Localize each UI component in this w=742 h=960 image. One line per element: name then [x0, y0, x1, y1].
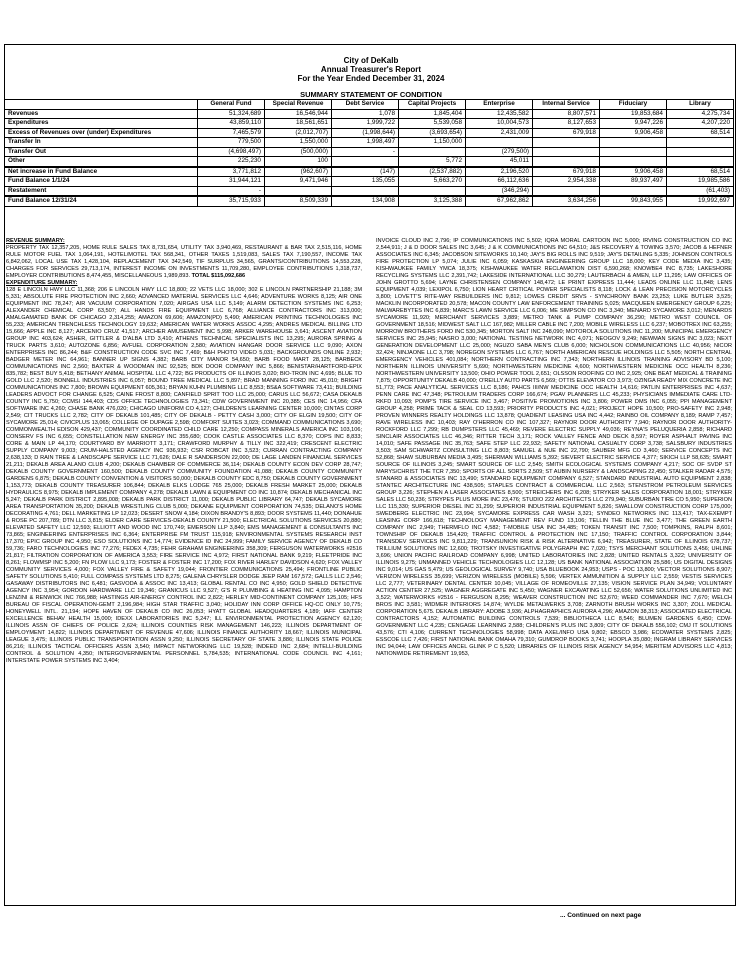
row-value [600, 186, 667, 196]
row-value: (962,607) [265, 167, 332, 177]
row-value: 19,992,697 [667, 196, 734, 206]
column-header: General Fund [198, 100, 265, 110]
row-label: Expenditures [5, 119, 198, 129]
row-value: 2,196,520 [466, 167, 533, 177]
row-value [332, 186, 399, 196]
row-value: 679,918 [533, 128, 600, 138]
row-value: 7,465,579 [198, 128, 265, 138]
row-value: 135,055 [332, 177, 399, 187]
row-value: 8,807,571 [533, 109, 600, 119]
row-value [600, 138, 667, 148]
expenditure-summary-continued: INVOICE CLOUD INC 2,796; IP COMMUNICATIONS INC 5,502; IQRA MORAL CARTOON INC 5,000; IRVING CONSTRUCTION CO INC 2,544,911; J & D DOOR SALES INC 3,645; J & K COMMUNICATIONS INC 64,510; J&S RECOVERY & TOWING 3,570; JACOB & HEFNER ASSOCIATES INC 6,345; JACOBSON SITEWORKS 10,140; JAY'S BIG ROLLS INC 9,519; JAY'S DETAILING 5,335; JOHNSON CONTROLS FIRE PROTECTION LP 5,074; JULIE INC 6,059; KASKASKIA ENGINEERING GROUP LLC 18,000; KEY CODE MEDIA INC 3,435; KISHWAUKEE FAMILY YMCA 18,375; KISHWAUKEE WATER RECLAMATION DIST 6,590,268; KNOWBE4 INC 8,735; LAKESHORE RECYCLING SYSTEMS LLC 2,391,742; LAKESIDE INTERNATIONAL LLC 30,279; LAUTERBACH & AMEN, LLP 11,295; LAW OFFICES OF JOHN GROTTO 5,694; LAYNE CHRISTENSEN COMPANY 148,472; LE PRINT EXPRESS 11,444; LEADS ONLINE LLC 11,848; LENS EQUIPMENT 4,039; LEXIPOL 6,750; LION HEART CRITICAL POWER SPECIALISTS 8,118; LOCK & LEAN PRECISION MOTORCYCLES 3,800; LOVETT'S RITE-WAY REBUILDERS INC 9,812; LOWES CREDIT SRVS - SYNCHRONY BANK 23,253; LUKE BUTLER 3,525; MACKLIN INCORPORATED 20,578; MACON COUNTY LAW ENFORCEMENT TRAINING 5,025; MACQUEEN EMERGENCY GROUP 6,225; MALWAREBYTES INC 6,839; MARC'S LAWN SERVICE LLC 6,006; ME SIMPSON CO INC 3,340; MENARD SYCAMORE 3,012; MENARDS SYCAMORE 11,920; MERCHANT SERVICES 3,889; METRO TANK & PUMP COMPANY 36,290; METRO WEST COUNCIL OF GOVERNMENT 18,516; MIDWEST SALT LLC 167,982; MILLER CABLE INC 7,200; MOBILE WIRELESS LLC 6,237; MOBOTREX INC 63,255; MORROW BROTHERS FORD INC 530,345; MORTON SALT INC 248,090; MOTOROLA SOLUTIONS INC 11,200; MUNICIPAL EMERGENCY SERVICES INC 25,945; NASRO 3,000; NATIONAL TESTING NETWORK INC 4,071; NEOGOV 9,249; NEWMAN SIGNS INC 3,023; NEXT GENERATION DEVELOPMENT LLC 25,000; NGUZO SABA MEN'S CLUB 6,000; NICHOLSON COMMUNICATIONS LLC 40,956; NICOR 32,424; NINJAONE LLC 3,798; NOREGON SYSTEMS LLC 6,767; NORTH AMERICAN RESCUE HOLDINGS LLC 5,505; NORTH CENTRAL EMERGENCY VEHICLES 401,084; NORTHERN CONTRACTING INC 7,343; NORTHERN ILLINOIS TRAINING ADVISORY BD 5,100; NORTHERN ILLINOIS UNIVERSITY 5,690; NORTHWESTERN MEDICINE 4,600; NORTHWESTERN MEDICINE OCC HEALTH 8,236; NORTHWESTERN UNIVERSITY 13,500; OHIO POWER TOOL 2,651; OLSSON ROOFING CO INC 2,925; ONE BEAT MEDICAL & TRAINING 7,875; OPPORTUNITY DEKALB 40,000; O'REILLY AUTO PARTS 6,569; OTTIS ELEVATOR CO 3,973; OZINGA READY MIX CONCRETE INC 51,773; PACE ANALYTICAL SERVICES LLC 8,186; PAHCS III/NW MEDICINE OCC HEALTH 14,616; PATLIN ENTERPRISES INC 4,637; PENN CARE INC 47,348; PETROLIUM TRADERS CORP 166,674; PGAV PLANNERS LLC 45,233; PHYSICIANS IMMEDIATE CARE LTD-RKFD 10,093; POMP'S TIRE SERVICE INC 3,467; POSITIVE PROMOTIONS INC 3,806; POWER DMS INC 6,055; PPI MANAGEMENT GROUP 4,258; PRIME TACK & SEAL CO 13,593; PRIORITY PRODUCTS INC 4,021; PROJECT HOPE 10,500; PRO-SAFETY INC 2,948; PROVEN WINNERS REALTY HOLDINGS LLC 13,878; QUADIENT LEASING USA INC 4,442; RAINBO OIL COMPANY 8,189; RAMP 7,457; RAVE WIRELESS INC 10,403; RAY O'HERRON CO INC 107,327; RAYNOR DOOR AUTHORITY 7,940; RAYNOR DOOR AUTHORITY-ROCKFORD LLC 7,299; RB DUMPSTERS LLC 45,469; REVERE ELECTRIC SUPPLY 49,036; REYNA'S PELUQUERIA 2,858; RICHARD SINCLAIR ASSOCIATES LLC 46,346; RITTER TECH 3,171; ROCK VALLEY FENCE AND DECK 8,597; ROYER ASPHALT PAVING INC 14,010; SAFE PASSAGE INC 35,763; SAFE STEP LLC 22,932; SAFETY NATIONAL CASUALTY CORP 3,738; SALSBURY INDUSTRIES 3,503; SAM SCHWARTZ CONSULTING LLC 8,803; SAMUEL & NUE INC 22,790; SAUBER MFG CO 3,460; SERVICE CONCEPTS INC 52,868; SHAW SUBURBAN MEDIA 3,495; SHERMAN WILLIAMS 5,392; SIEVERT ELECTRIC SERVICE 4,377; SIKICH LLP 58,635; SMART SOURCE OF ILLINOIS 3,245; SMART SOURCE OF LLC 2,545; SMITH ECOLOGICAL SYSTEMS COMPANY 4,217; SOC OF SVDP ST MARYS/CHRIST THE TCR 7,350; SPORTS OF ALL SORTS 2,509; ST AUBIN NURSERY & LANDSCAPING 22,450; STALKER RADAR 4,575; STANARD & ASSOCIATES INC 13,490; STANDARD EQUIPMENT COMPANY 6,527; STANDARD INDUSTRIAL AUTO EQUIPMENT 2,838; STANTEC ARCHITECTURE INC 438,505; STAPLES CONTRACT & COMMERCIAL LLC 2,563; STENSTROM PETROLEUM SERVICES GROUP 3,226; STEPHEN A LASER ASSOCIATES 8,500; STREICHERS INC 6,208; STRYKER SALES CORPORATION 18,001; STRYKER SALES LLC 50,236; STRYPES PLUS MORE INC 23,476; STUDIO 222 ARCHITECTS LLC 279,940; SUBURBAN TIRE CO 5,950; SUPERION LLC 115,330; SUPERIOR DIESEL INC 31,299; SUPERIOR INDUSTRIAL EQUIPMENT 5,826; SWALLOW CONSTRUCTION CORP 175,000; SWEDBERG ELECTRIC INC 23,994; SYCAMORE EXPRESS CAR WASH 3,321; SYNDEO NETWORKS INC 113,417; TAX-EXEMPT LEASING CORP 166,618; TECHNOLOGY MANAGEMENT REV FUND 13,106; TELLIN THE BLUE INC 3,477; THE GREEN EARTH COMPANY INC 2,949; THERMFLO INC 4,582; T-MOBILE USA INC 34,485; TOKEN TRANSIT INC 7,500; TOMPKINS, RALPH 8,601; TOWNSHIP OF DEKALB 154,420; TRAFFIC CONTROL & PROTECTION INC 17,150; TRAFFIC CONTROL CORPORATION 3,844; TRANSDEV SERVICES INC 9,811,229; TRANSUNION RISK & RISK ALTERNATIVE 6,942; TREASURER, STATE OF ILLINOIS 678,737; TRILLIUM SOLUTIONS INC 12,600; TROTSKY INVESTIGATIVE POLYGRAPH INC 7,020; TSYS MERCHANT SOLUTIONS 3,456; UHLINE 3,696; UNION PACIFIC RAILROAD COMPANY 6,998; UNITED LABORATORIES INC 2,828; UNITED RENTALS 3,322; UNIVERSITY OF ILLINOIS 9,275; UNMANNED VEHICLE TECHNOLOGIES LLC 12,128; US BANK NATIONAL ASSOCIATION 25,586; US DIGITAL DESIGNS INC 9,014; US GAS 5,479; US GEOLOGICAL SURVEY 9,740; USA BLUEBOOK 24,953; USPS - POC 13,800; VECTOR SOLUTIONS 8,907; VERIZON WIRELESS 35,699; VERIZON WIRELESS (MOBILE) 5,596; VERTEX AMMUNITION & SUPPLY LLC 2,559; VESTIS SERVICES LLC 2,777; VETERINARY DENTAL CENTER 10,045; VILLAGE OF ROMEOVILLE 27,135; VISION SERVICE PLAN 34,949; VOLUNTARY ACTION CENTER 27,525; WAGNER AGGREGATE INC 5,450; WAGNER EXCAVATING LLC 52,656; WATER SOLUTIONS UNLIMITED INC 3,522; WATERWORKS #2516 - FERGUSON 8,295; WEAVER CONSTRUCTION INC 52,670; WEED COMMANDER INC 7,670; WELCH BROS INC 3,581; WIDMER INTERIORS 14,874; WYLDE METALWERKS 3,708; ZARNOTH BRUSH WORKS INC 3,307; ZOLL MEDICAL CORPORATION 5,675. DEKALB LIBRARY: ADOBE 3,936; ALPHAGRAPHICS AURORA 4,296; AMAZON 38,313; ASSOCIATED ELECTRICAL CONTRACTORS 4,152; AUTOMATIC BUILDING CONTROLS 7,539; BIBLIOTHECA LLC 8,546; BLUMEN GARDENS 6,450; CDW-GOVERNMENT LLC 4,235; CENGAGE LEARNING 2,588; CHILDREN'S PLUS INC 3,809; CITY OF DEKALB 556,102; CMJ IT SOLUTIONS 43,576; CTI 4,106; CURRENT TECHNOLOGIES 58,998; DATA AXEL/INFO USA 9,802; EBSCO 3,986; ECOWATER SYSTEMS 2,825; ESSCOE LLC 7,426; FIRST NATIONAL BANK OMAHA 79,310; GUMDROP BOOKS 3,741; HOOPLA 35,080; INGRAM LIBRARY SERVICES INC 94,044; LAW OFFICES ANCEL GLINK P C 5,520; LIBRARIES OF ILLINOIS RISK AGENCY 54,954; MERITEM ADVISORS LLC 4,813; NATIONWIDE RETIREMENT 19,953, [376, 238, 732, 657]
revenue-summary-heading: REVENUE SUMMARY: [6, 238, 65, 244]
row-value [265, 186, 332, 196]
row-value: 134,908 [332, 196, 399, 206]
row-value [667, 138, 734, 148]
row-value: 19,985,586 [667, 177, 734, 187]
summary-row [5, 196, 734, 206]
report-title: Annual Treasurer's Report [320, 65, 422, 74]
row-value: 16,546,944 [265, 109, 332, 119]
row-value: 1,845,404 [399, 109, 466, 119]
row-value: 779,500 [198, 138, 265, 148]
summary-table [4, 99, 734, 207]
row-value [600, 157, 667, 167]
row-value: - [332, 147, 399, 157]
row-value: 9,947,226 [600, 119, 667, 129]
row-value: 9,906,458 [600, 128, 667, 138]
column-header: Fiduciary [600, 100, 667, 110]
summary-row [5, 147, 734, 157]
column-header: Capital Projects [399, 100, 466, 110]
row-value: 1,150,000 [399, 138, 466, 148]
row-value: 8,127,653 [533, 119, 600, 129]
row-value: 68,514 [667, 167, 734, 177]
column-header [5, 100, 198, 110]
row-value: 1,998,497 [332, 138, 399, 148]
revenue-total: TOTAL $115,092,686 [191, 273, 246, 279]
row-value: 5,772 [399, 157, 466, 167]
row-value: 1,550,000 [265, 138, 332, 148]
row-value: 51,324,689 [198, 109, 265, 119]
row-value: 68,514 [667, 128, 734, 138]
row-value: 3,125,388 [399, 196, 466, 206]
column-header: Enterprise [466, 100, 533, 110]
row-value: 12,435,582 [466, 109, 533, 119]
row-value: 2,954,338 [533, 177, 600, 187]
row-value: 99,843,955 [600, 196, 667, 206]
row-value: (2,537,882) [399, 167, 466, 177]
row-value: 66,112,636 [466, 177, 533, 187]
row-value: 67,962,862 [466, 196, 533, 206]
continued-note: ... Continued on next page [560, 912, 642, 919]
row-value: 679,918 [533, 167, 600, 177]
row-value: (346,294) [466, 186, 533, 196]
row-value: 1,999,722 [332, 119, 399, 129]
row-label: Fund Balance 1/1/24 [5, 177, 198, 187]
report-period: For the Year Ended December 31, 2024 [297, 74, 445, 83]
row-value: 2,431,009 [466, 128, 533, 138]
left-column [6, 238, 362, 665]
row-value: (1,998,644) [332, 128, 399, 138]
row-value: 89,937,497 [600, 177, 667, 187]
row-value: (147) [332, 167, 399, 177]
summary-row [5, 167, 734, 177]
row-value: 3,771,812 [198, 167, 265, 177]
row-value: 8,509,339 [265, 196, 332, 206]
row-value: (4,698,497) [198, 147, 265, 157]
top-blank-area [0, 0, 742, 44]
row-value: 19,853,684 [600, 109, 667, 119]
row-label: Transfer Out [5, 147, 198, 157]
row-value: (2,012,707) [265, 128, 332, 138]
row-value [533, 138, 600, 148]
row-label: Transfer In [5, 138, 198, 148]
row-label: Excess of Revenues over (under) Expenditures [5, 128, 198, 138]
row-value: 10,004,573 [466, 119, 533, 129]
row-value: (500,000) [265, 147, 332, 157]
column-header: Debt Service [332, 100, 399, 110]
row-value: 3,634,256 [533, 196, 600, 206]
row-value [667, 157, 734, 167]
summary-row [5, 119, 734, 129]
row-value [600, 147, 667, 157]
row-label: Other [5, 157, 198, 167]
row-value: 1,078 [332, 109, 399, 119]
expenditure-summary-text: 128 E LINCOLN HWY LLC 11,368; 206 E LINCOLN HWY LLC 18,800; 22 VETS LLC 18,000; 302 E LINCOLN PARTNERSHIP 21,188; 3M 5,331; ABSOLUTE FIRE PROTECTION INC 2,660; ADVANCED MATERIAL SERVICES LLC 4,646; ADVENTURE WORKS 8,125; AIR ONE EQUIPMENT INC 78,247; AIR VACUUM CORPORATION 7,020; AIRGAS USA LLC 5,149; ALARM DETECTION SYSTEMS INC 6,253; ALEXANDER CHEMICAL CORP 63,507; ALL HANDS FIRE EQUIPMENT LLC 6,768; ALLIANCE CONTRACTORS INC 313,000; AMALGAMATED BANK OF CHICAGO 2,314,255; AMAZON 69,606; AMAZON(PD) 5,490; AMERICAN PRINTING TECHNOLOGIES INC 55,233; AMERICAN TRENCHLESS TECHNOLOGY 19,632; AMERICAN WATER WORKS ASSOC 4,295; ANDRES MEDICAL BILLING LTD 15,666; APPLE INC 8,127; ARCENIO CRUZ 41,517; ARCHER AMUSEMENT INC 5,998; ARKER WAREHOUSE 3,641; ASCENT AVIATION GROUP INC 403,624; ASHER, GITTLER & D'ALBA LTD 3,410; ATHENS TECHNICAL SPECIALISTS INC 13,295; AURORA SPRING & TRUCK PARTS 3,610; AUTOZONE 6,856; AVFUEL CORPORATION 2,580; AVIATION HANGAR DOOR SERVICE LLC 9,090; AXON ENTERPRISES INC 86,244; B&F CONSTRUCTION CODE SVC INC 7,469; B&H PHOTO VIDEO 5,031; BACKGROUNDS ONLINE 2,932; BADGER METER INC 64,961; BANNER UP SIGNS 4,382; BARB CITY MANOR 54,650; BARB FOOD MART 28,125; BARBECK COMMUNICATIONS INC 2,560; BAXTER & WOODMAN INC 92,525; BDK DOOR COMPANY INC 5,866; BENISTAR/HARTFORD-EPIX 835,782; BEST BUY 5,418; BETHANY ANIMAL HOSPITAL LLC 4,722; BG PRODUCTS OF ILLINOIS 3,020; BIO-TRON INC 4,695; BLUE TO GOLD LLC 2,520; BONNELL INDUSTRIES INC 6,057; BOUND TREE MEDICAL LLC 5,897; BRAD MANNING FORD INC 45,010; BRIGHT COMMUNICATIONS INC 7,800; BROWN EQUIPMENT 605,361; BRYAN KUHN PLUMBING LLC 8,553; BS&A SOFTWARE 73,411; BUILDING LEADERS ADVOCT FOR CHANGE 6,525; CAINE FROST 8,800; CANFIELD SPRIT TOO LLC 25,000; CARUS LLC 56,672; CASA DEKALB COUNTY INC 5,750; CCMSI 144,403; CDS OFFICE TECHNOLOGIES 73,341; CDW GOVERNMENT INC 20,385; CES INC 14,956; CFA SOFTWARE INC 4,260; CHASE BANK 476,020; CHICAGO UNIFORM CO 4,127; CHILDREN'S LEARNING CENTER 10,000; CINTAS CORP 2,549; CIT TRUCKS LLC 2,782; CITY OF DEKALB 101,485; CITY OF DEKALB - PETTY CASH 3,000; CITY OF ELGIN 19,500; CITY OF SYCAMORE 25,014; CIVICPLUS 13,065; COLLEGE OF DUPAGE 2,598; COMFORT SUITES 3,023; COMMAND COMMUNICATIONS 3,690; COMMONWEALTH EDISON 429,437; COMMUNITY COORDINATED CHILD CARE 12,250; COMPASS MINERALS AMERICA INC 103,106; CONSERV FS INC 6,655; CONSTELLATION NEW ENERGY INC 355,680; COOK CASTLE ASSOCIATES LLC 8,370; COPS INC 8,833; CORE & MAIN LP 44,170; COURTYARD BY MARRIOTT 3,171; CRAWFORD MURPHY & TILLY INC 322,419; CRESCENT ELECTRIC SUPPLY COMPANY 9,003; CRUM-HALSTED AGENCY INC 936,932; CSR ROBCAT INC 3,523; CURRAN CONTRACTING COMPANY 2,638,133; D RAIN TREE & LANDSCAPE SERVICE LLC 71,626; DALE R SANDERSON 22,000; DE LAGE LANDEN FINANCIAL SERVICES 21,211; DEKALB AREA ALANO CLUB 4,200; DEKALB CHAMBER OF COMMERCE 36,114; DEKALB COUNTY ECON DEV CORP 28,747; DEKALB COUNTY GOVERNMENT 160,500; DEKALB COUNTY COMMUNITY FOUNDATION 41,088; DEKALB COUNTY COMMUNITY GARDENS 6,875; DEKALB COUNTY CONVENTION & VISITORS 50,000; DEKALB COUNTY EDC 8,750; DEKALB COUNTY GOVERNMENT 1,153,773; DEKALB COUNTY TREASURER 106,844; DEKALB ELKS LODGE 765 25,000; DEKALB FRESH MARKET 25,000; DEKALB HYDRAULICS 8,975; DEKALB IMPLEMENT COMPANY 4,278; DEKALB LAWN & EQUIPMENT CO INC 10,874; DEKALB MECHANICAL INC 5,247; DEKALB PARK DISTRICT 2,895,008; DEKALB PARK DISTRICT 11,000; DEKALB PUBLIC LIBRARY 64,747; DEKALB SYCAMORE AREA TRANSPORTATION 35,200; DEKALB WRESTLING CLUB 5,000; DEKANE EQUIPMENT CORPORATION 74,535; DELANO'S HOME DECORATING 4,761; DELL MARKETING LP 12,023; DESERT SNOW 4,184; DIXON BRANDY'S 8,893; DOOR SYSTEMS 11,440; DONAHUE & ROSE PC 207,789; DTN LLC 3,815; ELDER CARE SERVICES-DEKALB COUNTY 21,500; ELECTRICAL SOLUTIONS SERVICES 20,880; ELEVATED SAFETY LLC 12,593; ELLIOTT AND WOOD INC 170,749; EMERSON LLP 3,840; EMS MANAGEMENT & CONSULTANTS INC 73,865; ENGINEERING ENTERPRISES INC 6,364; ENTERPRISE FM TRUST 115,918; ENVIRONMENTAL SYSTEMS RESEARCH INST 17,370; EPIC GROUP INC 4,950; ESO SOLUTIONS INC 14,774; EVIDENCE ID INC 24,999; FAMILY SERVICE AGENCY OF DEKALB CO 59,736; FARO TECHNOLOGIES INC 77,276; FEDEX 4,735; FEHR GRAHAM ENGINEERING 358,309; FERGUSON WATERWORKS #2516 21,817; FILTRATION CORPORATION OF AMERICA 3,553; FIRE SERVICE INC 4,972; FIRST NATIONAL BANK 9,219; FLEETPRIDE INC 8,261; FLOWMSP INC 5,200; FN PLOW LLC 9,173; FOSTER & FOSTER INC 17,200; FOX RIVER HARLEY DAVIDSON 4,620; FOX VALLEY COMMUNITY SERVICES 4,000; FOX VALLEY FIRE & SAFETY 19,044; FRONTIER COMMUNICATIONS 25,494; FRONTLINE PUBLIC SAFETY SOLUTIONS 5,410; FULL COMPASS SYSTEMS LTD 8,275; GALENA CHRYSLER DODGE JEEP RAM 167,572; GALLS LLC 2,546; GASAWAY DISTRIBUTORS INC 6,481; GASVODA & ASSOC INC 13,413; GLOBAL RENTAL CO INC 4,950; GOLD SHIELD DETECTIVE AGENCY INC 3,954; GORDON HARDWARE LLC 19,346; GRANICUS LLC 9,527; G'S R PLUMBING & HEATING INC 4,095; HAMPTON LENZINI & RENWICK INC 766,988; HASTINGS AIR-ENERGY CONTROL INC 2,822; HERLEY MID-CONTINENT COMPANY 125,105; HFS BUREAU OF FISCAL OPERATION-GEMT 2,196,984; HIGH STAR TRAFFIC 3,040; HOLIDAY INN CORP OFFICE HQ-CC ONLY 10,775; HONEYWELL INTL. 21,194; HOPE HAVEN OF DEKALB CO INC 26,053; HYATT GLOBAL HEADQUARTERS 4,189; IAFF CENTER EXCELLENCE BEHAV HEALTH 15,000; IDEXX LABORATORIES INC 5,247; ILL ENVIRONMENTAL PROTECTION AGENCY 62,120; ILLINOIS ASSN OF CHIEFS OF POLICE 2,624; ILLINOIS COUNTIES RISK MANAGEMENT 146,223; ILLINOIS DEPARTMENT OF EMPLOYMENT 14,822; ILLINOIS DEPARTMENT OF REVENUE 47,606; ILLINOIS FINANCE AUTHORITY 18,667; ILLINOIS MUNICIPAL LEAGUE 3,475; ILLINOIS PUBLIC TRANSPORTATION ASSN 9,250; ILLINOIS SECRETARY OF STATE 3,886; ILLINOIS STATE POLICE 86,216; ILLINOIS TACTICAL OFFICERS ASSN 3,540; IMPACT NETWORKING LLC 19,528; INDEED INC 2,684; INTELLI-BUILDING CONTROL & SOLUTION 4,350; INTERGOVERNMENTAL PERSONNEL 5,784,535; INTERNATIONAL CODE COUNCIL INC 4,161; INTERSTATE POWER SYSTEMS INC 3,404; [6, 287, 362, 664]
row-value [533, 186, 600, 196]
row-value: 9,471,946 [265, 177, 332, 187]
row-value [667, 147, 734, 157]
row-value: 9,906,458 [600, 167, 667, 177]
summary-header-row [5, 100, 734, 110]
row-value: 43,859,110 [198, 119, 265, 129]
revenue-summary-text: PROPERTY TAX 12,357,205, HOME RULE SALES TAX 8,731,654, UTILITY TAX 3,940,469, RESTAURANT & BAR TAX 2,515,116, HOME RULE MOTOR FUEL TAX 1,064,191, HOTEL/MOTEL TAX 568,341, OTHER TAXES 1,519,083, SALES TAX 7,190,557, INCOME TAX 6,842,062, LOCAL USE TAX 1,428,104, REPLACEMENT TAX 342,549, TIF SURPLUS 34,565, GRANTS/CONTRIBUTIONS 14,553,228, CHARGES FOR SERVICES 29,713,174, INTEREST INCOME ON INVESTMENTS 11,709,280, EMPLOYEE CONTRIBUTIONS 1,318,737, EMPLOYER CONTRIBUTIONS 8,474,455, MISCELLANEOUS 1,989,893. [6, 245, 362, 279]
row-value: - [198, 186, 265, 196]
row-value: 225,230 [198, 157, 265, 167]
row-value: 5,539,058 [399, 119, 466, 129]
summary-row [5, 128, 734, 138]
row-label: Restatement [5, 186, 198, 196]
summary-row [5, 177, 734, 187]
row-value [399, 186, 466, 196]
right-column [376, 238, 732, 658]
row-value: 4,207,220 [667, 119, 734, 129]
row-value [533, 147, 600, 157]
summary-body [5, 109, 734, 206]
row-value: 18,561,651 [265, 119, 332, 129]
column-header: Internal Service [533, 100, 600, 110]
row-value: 45,011 [466, 157, 533, 167]
city-name: City of DeKalb [343, 56, 399, 65]
summary-row [5, 186, 734, 196]
row-value: (61,403) [667, 186, 734, 196]
row-value: 31,944,121 [198, 177, 265, 187]
row-value [399, 147, 466, 157]
row-label: Revenues [5, 109, 198, 119]
row-value: (3,693,654) [399, 128, 466, 138]
row-value [533, 157, 600, 167]
expenditure-summary-heading: EXPENDITURE SUMMARY: [6, 280, 78, 286]
row-value: 5,663,270 [399, 177, 466, 187]
row-label: Fund Balance 12/31/24 [5, 196, 198, 206]
summary-row [5, 109, 734, 119]
row-value: (279,500) [466, 147, 533, 157]
row-value: 100 [265, 157, 332, 167]
row-value [466, 138, 533, 148]
summary-title: SUMMARY STATEMENT OF CONDITION [300, 90, 442, 99]
summary-row [5, 138, 734, 148]
row-value: 4,275,734 [667, 109, 734, 119]
row-value [332, 157, 399, 167]
column-header: Special Revenue [265, 100, 332, 110]
column-header: Library [667, 100, 734, 110]
row-value: 35,715,933 [198, 196, 265, 206]
row-label: Net increase in Fund Balance [5, 167, 198, 177]
summary-row [5, 157, 734, 167]
